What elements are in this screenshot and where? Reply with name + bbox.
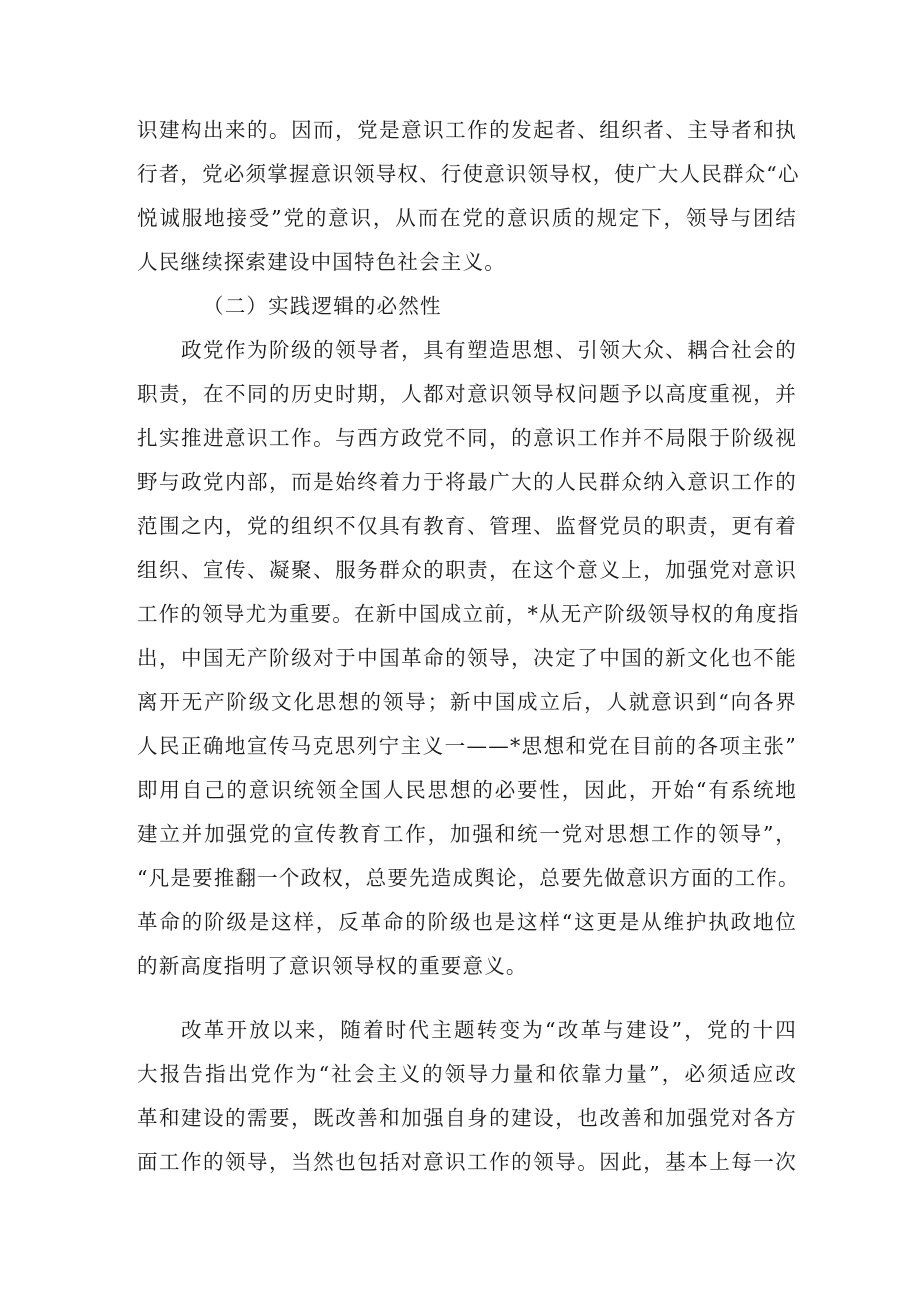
text-line: 组织、宣传、凝聚、服务群众的职责，在这个意义上，加强党对意识 [137, 558, 797, 582]
text-line: 面工作的领导，当然也包括对意识工作的领导。因此，基本上每一次 [137, 1150, 797, 1174]
paragraph [137, 1008, 797, 1184]
text-line: 野与政党内部，而是始终着力于将最广大的人民群众纳入意识工作的 [137, 470, 797, 494]
text-line: 政党作为阶级的领导者，具有塑造思想、引领大众、耦合社会的 [181, 338, 797, 362]
text-line: 即用自己的意识统领全国人民思想的必要性，因此，开始“有系统地 [137, 778, 797, 802]
text-line: 改革开放以来，随着时代主题转变为“改革与建设”，党的十四 [181, 1018, 797, 1042]
section-heading: （二）实践逻辑的必然性 [203, 294, 442, 318]
text-line: 范围之内，党的组织不仅具有教育、管理、监督党员的职责，更有着 [137, 514, 797, 538]
text-line: 工作的领导尤为重要。在新中国成立前，*从无产阶级领导权的角度指 [137, 602, 800, 626]
paragraph-gap [137, 988, 797, 1008]
paragraph [137, 328, 800, 988]
text-line: 的新高度指明了意识领导权的重要意义。 [137, 954, 528, 978]
text-line: 革和建设的需要，既改善和加强自身的建设，也改善和加强党对各方 [137, 1106, 797, 1130]
text-line: 悦诚服地接受”党的意识，从而在党的意识质的规定下，领导与团结 [137, 206, 797, 230]
text-line: 人民继续探索建设中国特色社会主义。 [137, 250, 506, 274]
text-line: 出，中国无产阶级对于中国革命的领导，决定了中国的新文化也不能 [137, 646, 797, 670]
text-line: 职责，在不同的历史时期，人都对意识领导权问题予以高度重视，并 [137, 382, 797, 406]
text-line: 建立并加强党的宣传教育工作，加强和统一党对思想工作的领导”， [137, 822, 797, 846]
text-line: 扎实推进意识工作。与西方政党不同，的意识工作并不局限于阶级视 [137, 426, 797, 450]
text-line: 人民正确地宣传马克思列宁主义一——*思想和党在目前的各项主张” [137, 734, 797, 758]
document-body [137, 108, 800, 1184]
text-line: “凡是要推翻一个政权，总要先造成舆论，总要先做意识方面的工作。 [137, 866, 800, 890]
text-line: 识建构出来的。因而，党是意识工作的发起者、组织者、主导者和执 [137, 118, 797, 142]
text-line: 离开无产阶级文化思想的领导；新中国成立后，人就意识到“向各界 [137, 690, 797, 714]
paragraph [137, 108, 800, 284]
text-line: 革命的阶级是这样，反革命的阶级也是这样“这更是从维护执政地位 [137, 910, 797, 934]
text-line: 大报告指出党作为“社会主义的领导力量和依靠力量”，必须适应改 [137, 1062, 797, 1086]
text-line: 行者，党必须掌握意识领导权、行使意识领导权，使广大人民群众“心 [137, 162, 800, 186]
